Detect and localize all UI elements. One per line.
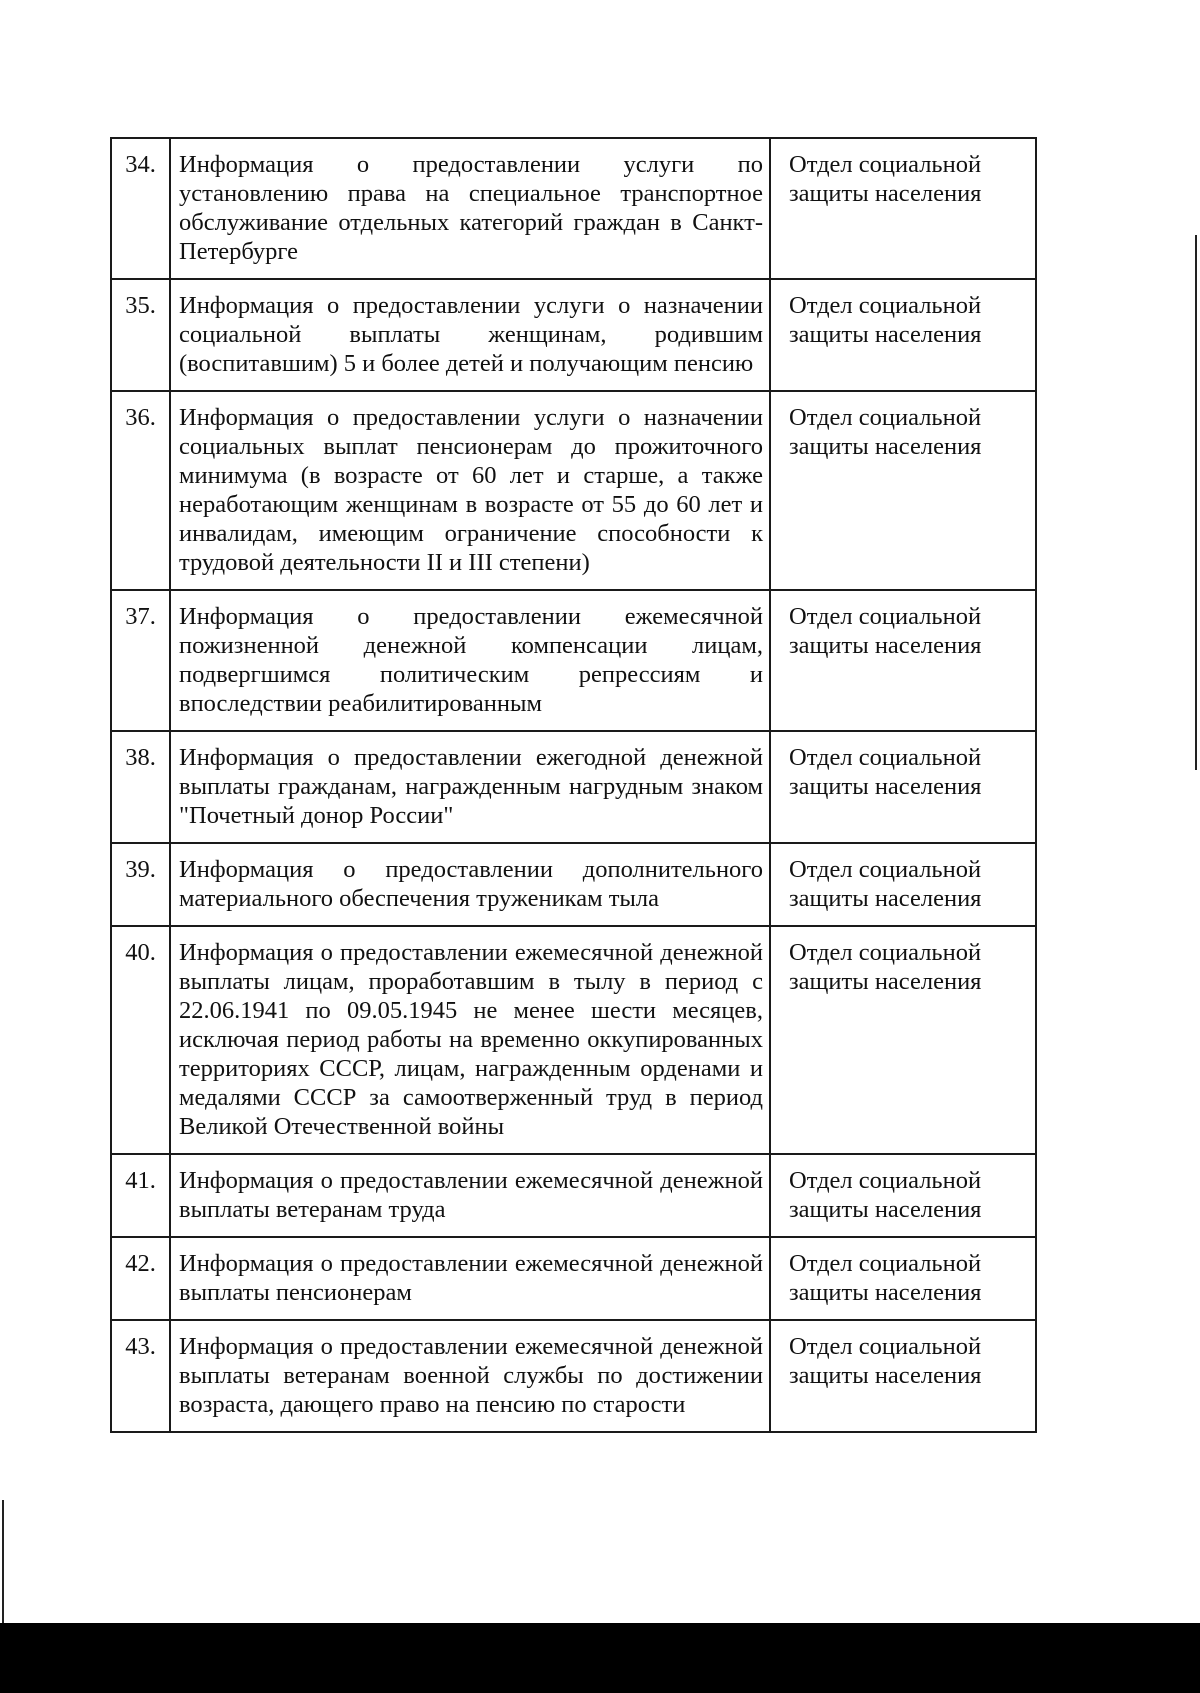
row-department: Отдел социальной защиты населения: [770, 279, 1036, 391]
row-description: Информация о предоставлении услуги о назначении социальной выплаты женщинам, родившим (воспитавшим) 5 и более детей и получающим пенсию: [170, 279, 770, 391]
scan-border-bar: [0, 1623, 1200, 1693]
scan-edge-line: [2, 1500, 4, 1630]
row-description: Информация о предоставлении ежегодной денежной выплаты гражданам, награжденным нагрудным знаком "Почетный донор России": [170, 731, 770, 843]
row-department: Отдел социальной защиты населения: [770, 391, 1036, 590]
services-table-body: [111, 138, 1036, 1432]
row-department: Отдел социальной защиты населения: [770, 843, 1036, 926]
row-number: 42.: [111, 1237, 170, 1320]
table-row: [111, 138, 1036, 279]
table-row: [111, 1320, 1036, 1432]
row-department: Отдел социальной защиты населения: [770, 590, 1036, 731]
row-description: Информация о предоставлении ежемесячной денежной выплаты пенсионерам: [170, 1237, 770, 1320]
row-department: Отдел социальной защиты населения: [770, 731, 1036, 843]
row-description: Информация о предоставлении ежемесячной денежной выплаты ветеранам труда: [170, 1154, 770, 1237]
row-department: Отдел социальной защиты населения: [770, 1154, 1036, 1237]
row-department: Отдел социальной защиты населения: [770, 1320, 1036, 1432]
services-table: [110, 137, 1037, 1433]
row-number: 39.: [111, 843, 170, 926]
scan-edge-line: [1195, 235, 1197, 770]
row-number: 37.: [111, 590, 170, 731]
table-row: [111, 279, 1036, 391]
row-number: 36.: [111, 391, 170, 590]
row-department: Отдел социальной защиты населения: [770, 1237, 1036, 1320]
row-description: Информация о предоставлении услуги по установлению права на специальное транспортное обслуживание отдельных категорий граждан в Санкт-Петербурге: [170, 138, 770, 279]
row-description: Информация о предоставлении ежемесячной денежной выплаты лицам, проработавшим в тылу в период с 22.06.1941 по 09.05.1945 не менее шести месяцев, исключая период работы на временно оккупированных территориях СССР, лицам, награжденным орденами и медалями СССР за самоотверженный труд в период Великой Отечественной войны: [170, 926, 770, 1154]
table-row: [111, 391, 1036, 590]
table-row: [111, 843, 1036, 926]
row-description: Информация о предоставлении ежемесячной пожизненной денежной компенсации лицам, подвергшимся политическим репрессиям и впоследствии реабилитированным: [170, 590, 770, 731]
row-department: Отдел социальной защиты населения: [770, 926, 1036, 1154]
row-number: 43.: [111, 1320, 170, 1432]
row-description: Информация о предоставлении дополнительного материального обеспечения труженикам тыла: [170, 843, 770, 926]
table-row: [111, 590, 1036, 731]
row-description: Информация о предоставлении ежемесячной денежной выплаты ветеранам военной службы по достижении возраста, дающего право на пенсию по старости: [170, 1320, 770, 1432]
row-number: 41.: [111, 1154, 170, 1237]
table-row: [111, 1237, 1036, 1320]
row-department: Отдел социальной защиты населения: [770, 138, 1036, 279]
row-number: 34.: [111, 138, 170, 279]
row-number: 35.: [111, 279, 170, 391]
table-row: [111, 926, 1036, 1154]
row-number: 40.: [111, 926, 170, 1154]
row-description: Информация о предоставлении услуги о назначении социальных выплат пенсионерам до прожиточного минимума (в возрасте от 60 лет и старше, а также неработающим женщинам в возрасте от 55 до 60 лет и инвалидам, имеющим ограничение способности к трудовой деятельности II и III степени): [170, 391, 770, 590]
table-row: [111, 1154, 1036, 1237]
table-row: [111, 731, 1036, 843]
row-number: 38.: [111, 731, 170, 843]
